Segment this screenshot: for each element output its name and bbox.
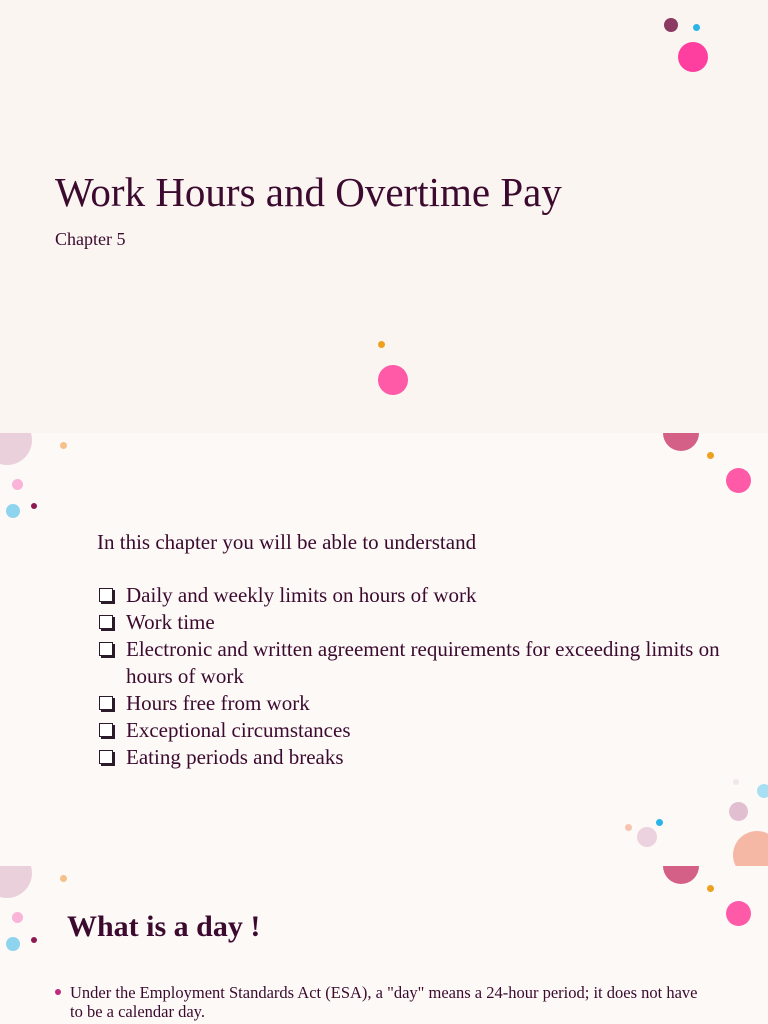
slide-subtitle: Chapter 5 xyxy=(55,229,126,249)
decor-dot-pink xyxy=(378,365,408,395)
list-item: Daily and weekly limits on hours of work xyxy=(97,582,737,609)
decor-dot-peach xyxy=(60,875,67,882)
decor-dot-peach xyxy=(60,442,67,449)
decor-dot-faint xyxy=(733,779,739,785)
checkbox-icon xyxy=(99,642,113,656)
decor-dot-orange xyxy=(378,341,385,348)
decor-dot-plum xyxy=(31,503,37,509)
list-item: Electronic and written agreement requirements for exceeding limits on hours of work xyxy=(97,636,737,690)
decor-dot-pink xyxy=(726,901,751,926)
decor-dot-plum xyxy=(31,937,37,943)
list-item: Exceptional circumstances xyxy=(97,717,737,744)
decor-dot-mauve xyxy=(729,802,748,821)
decor-dot-lightblue xyxy=(6,937,20,951)
decor-dot-orange xyxy=(707,452,714,459)
topic-list xyxy=(97,582,737,771)
decor-dot-lightblue xyxy=(757,784,768,798)
slide-title: What is a day ! xyxy=(67,910,261,943)
decor-dot-pink xyxy=(678,42,708,72)
decor-dot-plum xyxy=(664,18,678,32)
checkbox-icon xyxy=(99,615,113,629)
decor-dot-lightblue xyxy=(6,504,20,518)
decor-dot-rose xyxy=(663,866,699,884)
decor-dot-mauve xyxy=(0,866,32,898)
decor-dot-lightpink xyxy=(12,479,23,490)
decor-dot-peach xyxy=(625,824,632,831)
decor-dot-blue xyxy=(693,24,700,31)
checkbox-icon xyxy=(99,588,113,602)
checkbox-icon xyxy=(99,696,113,710)
decor-dot-lightpink xyxy=(12,912,23,923)
list-item: Hours free from work xyxy=(97,690,737,717)
intro-text: In this chapter you will be able to understand xyxy=(97,530,477,554)
decor-dot-mauve xyxy=(637,827,657,847)
decor-dot-blue xyxy=(656,819,663,826)
list-item: Eating periods and breaks xyxy=(97,744,737,771)
list-item: Work time xyxy=(97,609,737,636)
checkbox-icon xyxy=(99,723,113,737)
slide-title: Work Hours and Overtime Pay xyxy=(55,169,562,215)
decor-dot-salmon xyxy=(733,831,768,866)
decor-dot-mauve xyxy=(0,433,32,465)
overview-slide xyxy=(0,433,768,866)
title-slide xyxy=(0,0,768,433)
definition-paragraph: Under the Employment Standards Act (ESA), a "day" means a 24-hour period; it does not have to be a calendar day. xyxy=(70,983,698,1021)
decor-dot-pink xyxy=(726,468,751,493)
checkbox-icon xyxy=(99,750,113,764)
decor-dot-orange xyxy=(707,885,714,892)
decor-dot-rose xyxy=(663,433,699,451)
day-definition-slide xyxy=(0,866,768,1024)
bullet-icon xyxy=(55,989,61,995)
